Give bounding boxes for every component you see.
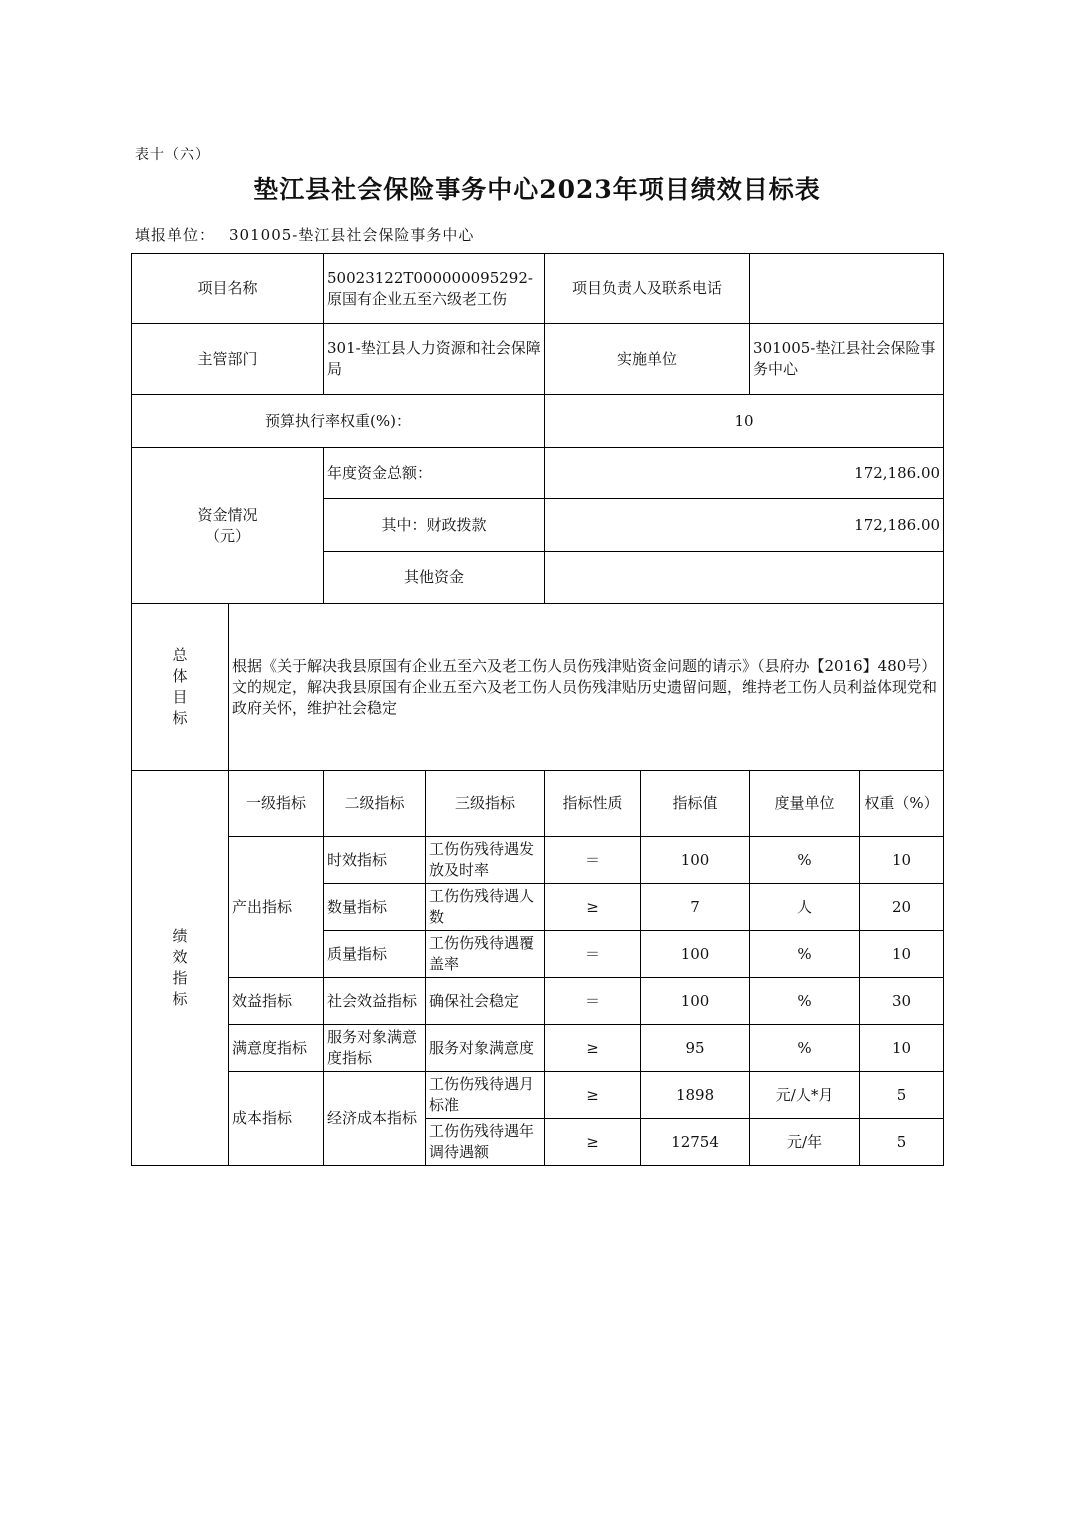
weight-cell: 30 xyxy=(860,978,944,1025)
indicators-label-char: 绩 xyxy=(172,927,188,945)
goal-label xyxy=(132,604,229,771)
nature-cell: ＝ xyxy=(545,978,641,1025)
impl-label: 实施单位 xyxy=(545,324,750,395)
row-overall-goal xyxy=(132,604,944,771)
indicator-header-row xyxy=(132,771,944,837)
level3-cell: 工伤伤残待遇月标准 xyxy=(426,1072,545,1119)
goal-label-char: 标 xyxy=(172,709,188,727)
table-row xyxy=(132,837,944,884)
project-name-value: 50023122T000000095292-原国有企业五至六级老工伤 xyxy=(324,254,545,324)
value-cell: 95 xyxy=(641,1025,750,1072)
nature-cell: ≥ xyxy=(545,1025,641,1072)
weight-cell: 20 xyxy=(860,884,944,931)
header-nature: 指标性质 xyxy=(545,771,641,837)
header-unit: 度量单位 xyxy=(750,771,860,837)
level2-cell: 服务对象满意度指标 xyxy=(324,1025,426,1072)
level3-cell: 确保社会稳定 xyxy=(426,978,545,1025)
filler-unit xyxy=(135,224,488,245)
header-level1: 一级指标 xyxy=(229,771,324,837)
level3-cell: 工伤伤残待遇年调待遇额 xyxy=(426,1119,545,1166)
unit-cell: 元/人*月 xyxy=(750,1072,860,1119)
unit-cell: % xyxy=(750,1025,860,1072)
indicators-label-char: 指 xyxy=(172,969,188,987)
row-funds-total xyxy=(132,448,944,499)
level3-cell: 工伤伤残待遇覆盖率 xyxy=(426,931,545,978)
contact-label: 项目负责人及联系电话 xyxy=(545,254,750,324)
value-cell: 7 xyxy=(641,884,750,931)
nature-cell: ≥ xyxy=(545,1072,641,1119)
level1-cell: 满意度指标 xyxy=(229,1025,324,1072)
weight-cell: 5 xyxy=(860,1119,944,1166)
level3-cell: 工伤伤残待遇发放及时率 xyxy=(426,837,545,884)
budget-weight-label: 预算执行率权重(%)： xyxy=(132,395,545,448)
unit-cell: 人 xyxy=(750,884,860,931)
goal-label-char: 目 xyxy=(172,688,188,706)
table-row xyxy=(132,978,944,1025)
weight-cell: 10 xyxy=(860,837,944,884)
table-number: 表十（六） xyxy=(135,147,210,163)
funds-fiscal-label: 其中：财政拨款 xyxy=(324,499,545,552)
value-cell: 100 xyxy=(641,978,750,1025)
header-level3: 三级指标 xyxy=(426,771,545,837)
filler-value: 301005-垫江县社会保险事务中心 xyxy=(229,226,475,244)
indicators-label-char: 标 xyxy=(172,990,188,1008)
funds-total-label: 年度资金总额： xyxy=(324,448,545,499)
page-title: 垫江县社会保险事务中心2023年项目绩效目标表 xyxy=(253,175,821,204)
header-weight: 权重（%） xyxy=(860,771,944,837)
level2-cell: 质量指标 xyxy=(324,931,426,978)
nature-cell: ≥ xyxy=(545,884,641,931)
dept-label: 主管部门 xyxy=(132,324,324,395)
contact-value xyxy=(750,254,944,324)
value-cell: 100 xyxy=(641,837,750,884)
goal-text: 根据《关于解决我县原国有企业五至六及老工伤人员伤残津贴资金问题的请示》（县府办【2016】480号）文的规定，解决我县原国有企业五至六及老工伤人员伤残津贴历史遗留问题，维持老工伤人员利益体现党和政府关怀，维护社会稳定 xyxy=(229,604,944,771)
level2-cell: 经济成本指标 xyxy=(324,1072,426,1166)
funds-other-value xyxy=(545,552,944,604)
value-cell: 100 xyxy=(641,931,750,978)
table-row xyxy=(132,1072,944,1119)
header-level2: 二级指标 xyxy=(324,771,426,837)
unit-cell: % xyxy=(750,931,860,978)
goal-label-char: 体 xyxy=(172,667,188,685)
row-budget-weight xyxy=(132,395,944,448)
unit-cell: 元/年 xyxy=(750,1119,860,1166)
funds-label-line2: （元） xyxy=(205,526,251,545)
funds-other-label: 其他资金 xyxy=(324,552,545,604)
level2-cell: 社会效益指标 xyxy=(324,978,426,1025)
level3-cell: 服务对象满意度 xyxy=(426,1025,545,1072)
nature-cell: ＝ xyxy=(545,837,641,884)
dept-value: 301-垫江县人力资源和社会保障局 xyxy=(324,324,545,395)
indicators-label xyxy=(132,771,229,1166)
project-name-label: 项目名称 xyxy=(132,254,324,324)
weight-cell: 5 xyxy=(860,1072,944,1119)
value-cell: 1898 xyxy=(641,1072,750,1119)
level2-cell: 数量指标 xyxy=(324,884,426,931)
funds-label xyxy=(132,448,324,604)
nature-cell: ≥ xyxy=(545,1119,641,1166)
filler-label: 填报单位： xyxy=(135,226,216,244)
goal-label-char: 总 xyxy=(172,646,188,664)
level2-cell: 时效指标 xyxy=(324,837,426,884)
level3-cell: 工伤伤残待遇人数 xyxy=(426,884,545,931)
performance-table xyxy=(131,253,944,1166)
funds-fiscal-value: 172,186.00 xyxy=(545,499,944,552)
weight-cell: 10 xyxy=(860,931,944,978)
budget-weight-value: 10 xyxy=(545,395,944,448)
header-value: 指标值 xyxy=(641,771,750,837)
table-row xyxy=(132,1025,944,1072)
impl-value: 301005-垫江县社会保险事务中心 xyxy=(750,324,944,395)
row-department xyxy=(132,324,944,395)
indicators-label-char: 效 xyxy=(172,948,188,966)
row-project-name xyxy=(132,254,944,324)
nature-cell: ＝ xyxy=(545,931,641,978)
level1-cell: 产出指标 xyxy=(229,837,324,978)
funds-total-value: 172,186.00 xyxy=(545,448,944,499)
level1-cell: 效益指标 xyxy=(229,978,324,1025)
unit-cell: % xyxy=(750,978,860,1025)
unit-cell: % xyxy=(750,837,860,884)
weight-cell: 10 xyxy=(860,1025,944,1072)
level1-cell: 成本指标 xyxy=(229,1072,324,1166)
funds-label-line1: 资金情况 xyxy=(197,505,258,524)
value-cell: 12754 xyxy=(641,1119,750,1166)
